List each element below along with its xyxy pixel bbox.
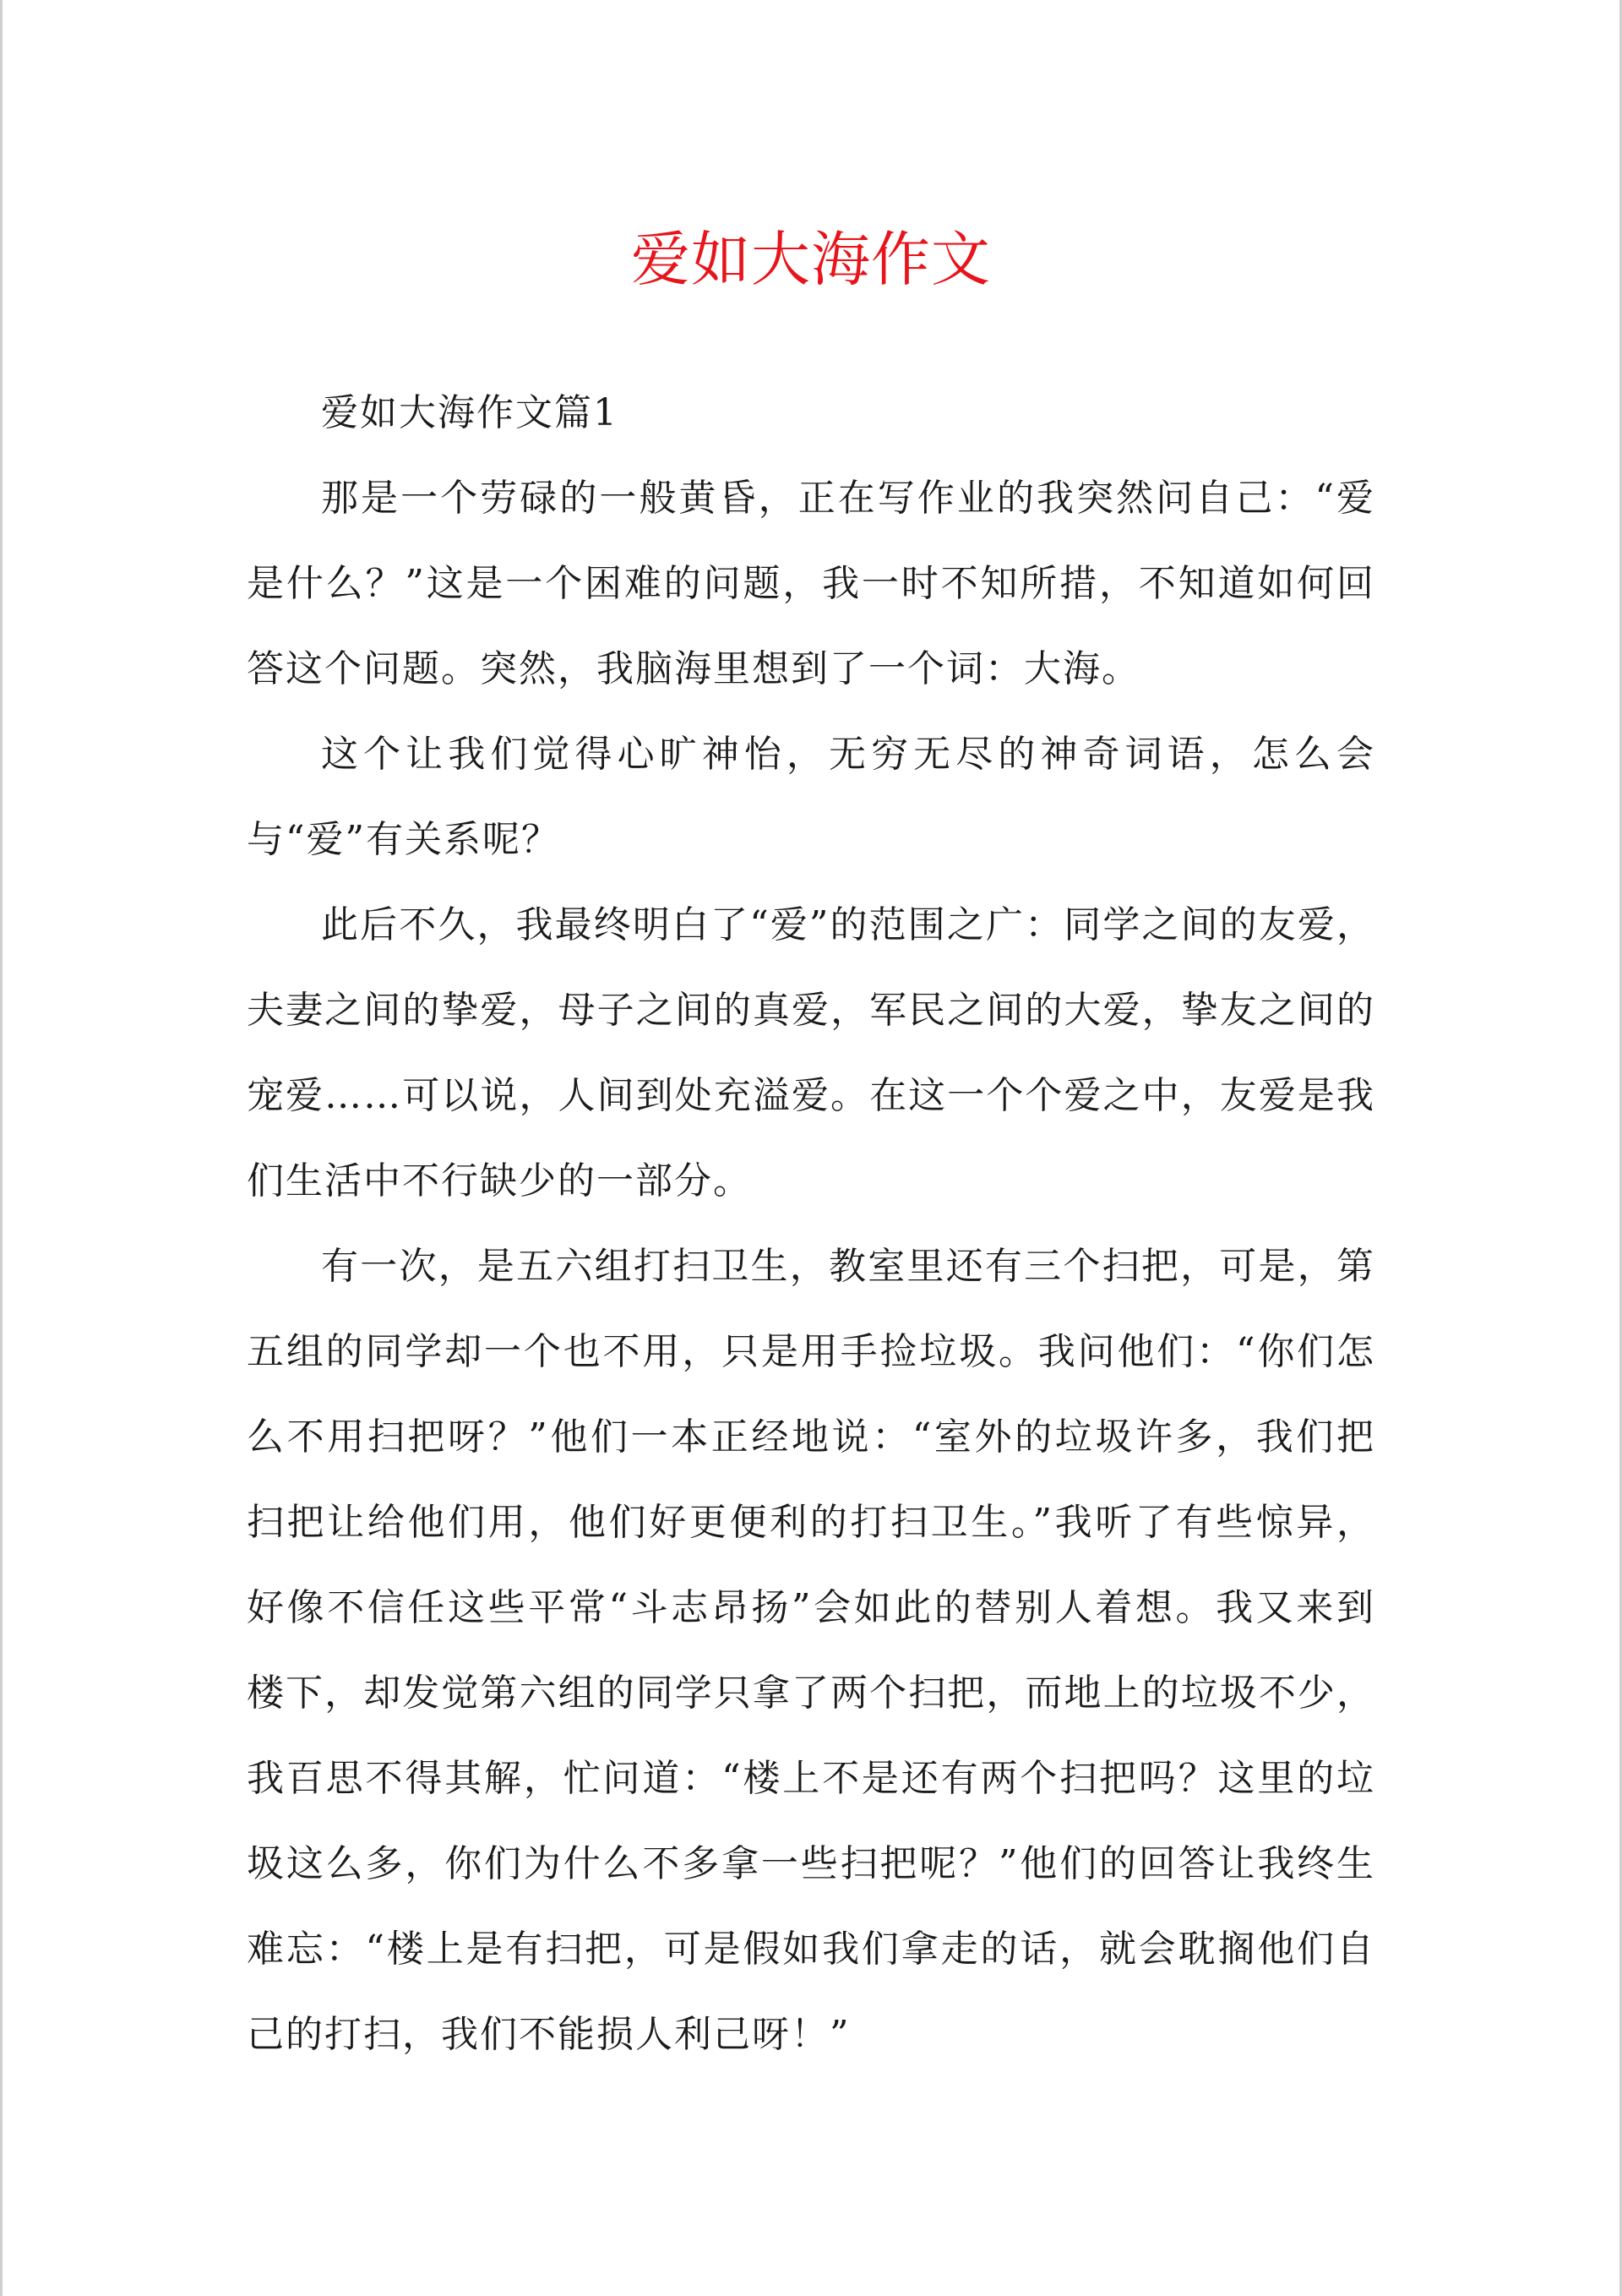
document-body: [247, 370, 1375, 2077]
page-border-left: [0, 0, 3, 2296]
paragraph-2: 这个让我们觉得心旷神怡，无穷无尽的神奇词语，怎么会与“爱”有关系呢？: [247, 733, 1375, 861]
paragraph-4: 有一次，是五六组打扫卫生，教室里还有三个扫把，可是，第五组的同学却一个也不用，只是用手捡垃圾。我问他们：“你们怎么不用扫把呀？”他们一本正经地说：“室外的垃圾许多，我们把扫把让给他们用，他们好更便利的打扫卫生。”我听了有些惊异，好像不信任这些平常“斗志昂扬”会如此的替别人着想。我又来到楼下，却发觉第六组的同学只拿了两个扫把，而地上的垃圾不少，我百思不得其解，忙问道：“楼上不是还有两个扫把吗？这里的垃圾这么多，你们为什么不多拿一些扫把呢？”他们的回答让我终生难忘：“楼上是有扫把，可是假如我们拿走的话，就会耽搁他们自己的打扫，我们不能损人利己呀！”: [247, 1245, 1375, 2056]
paragraph-3: 此后不久，我最终明白了“爱”的范围之广：同学之间的友爱，夫妻之间的挚爱，母子之间的真爱，军民之间的大爱，挚友之间的宠爱……可以说，人间到处充溢爱。在这一个个爱之中，友爱是我们生活中不行缺少的一部分。: [247, 903, 1375, 1203]
document-title: 爱如大海作文: [631, 225, 991, 294]
paragraph-1: 那是一个劳碌的一般黄昏，正在写作业的我突然问自己：“爱是什么？”这是一个困难的问题，我一时不知所措，不知道如何回答这个问题。突然，我脑海里想到了一个词：大海。: [247, 477, 1375, 690]
section-heading: 爱如大海作文篇1: [321, 391, 618, 434]
